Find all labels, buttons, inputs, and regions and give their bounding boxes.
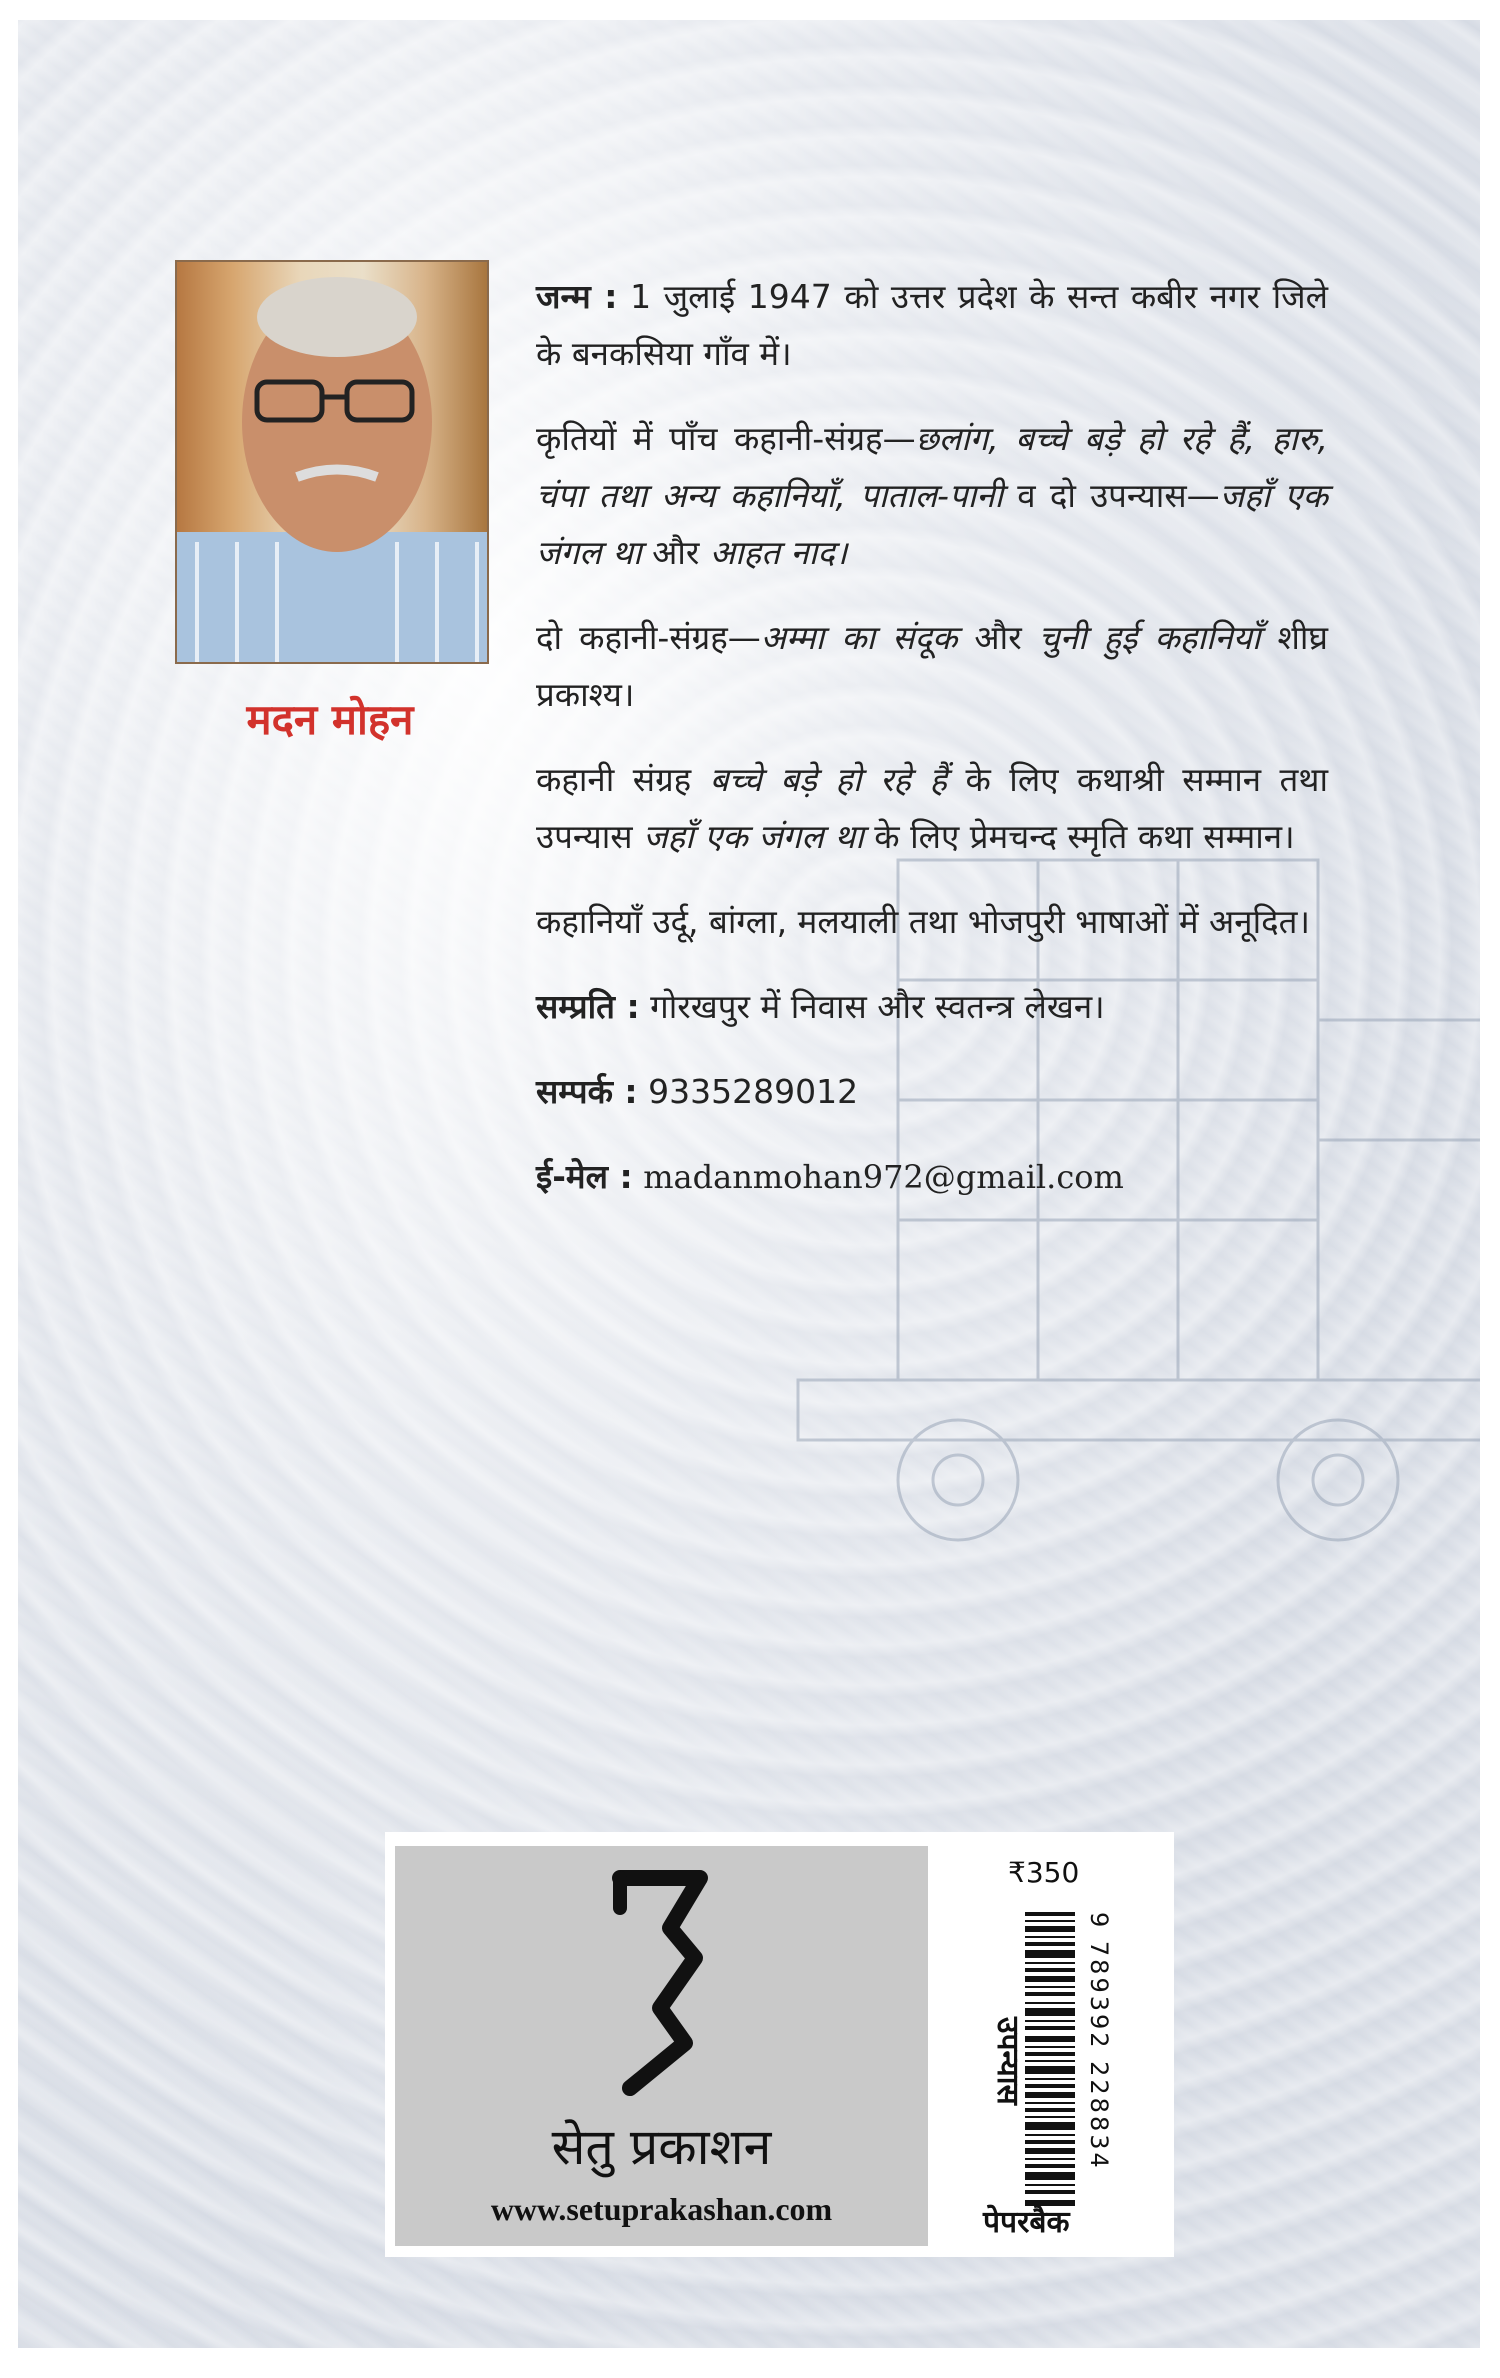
birth-label: जन्म : — [536, 277, 618, 316]
email-label: ई-मेल : — [536, 1157, 633, 1196]
works-novel-1: जहाँ एक जंगल था — [536, 476, 1328, 572]
contact-phone: 9335289012 — [648, 1072, 859, 1111]
upcoming-title-1: अम्मा का संदूक — [760, 618, 958, 657]
works-novel-2: आहत नाद। — [709, 533, 848, 572]
awards-text-1: कहानी संग्रह — [536, 760, 710, 799]
upcoming-paragraph — [536, 609, 1328, 723]
awards-text-3: के लिए प्रेमचन्द स्मृति कथा सम्मान। — [863, 817, 1295, 856]
author-portrait-illustration — [177, 262, 487, 662]
upcoming-title-2: चुनी हुई कहानियाँ — [1038, 618, 1261, 657]
contact-label: सम्पर्क : — [536, 1072, 638, 1111]
awards-paragraph — [536, 751, 1328, 865]
current-paragraph — [536, 978, 1328, 1035]
current-label: सम्प्रति : — [536, 987, 640, 1026]
awards-text-2: के लिए कथाश्री सम्मान तथा उपन्यास — [536, 760, 1328, 856]
birth-paragraph — [536, 268, 1328, 382]
awards-book-1: बच्चे बड़े हो रहे हैं — [709, 760, 947, 799]
publisher-panel — [385, 1832, 1174, 2257]
birth-text: 1 जुलाई 1947 को उत्तर प्रदेश के सन्त कबीर नगर जिले के बनकसिया गाँव में। — [536, 277, 1328, 373]
works-and: और — [641, 533, 710, 572]
works-story-titles: छलांग, बच्चे बड़े हो रहे हैं, हारु, चंपा तथा अन्य कहानियाँ, पाताल-पानी — [536, 419, 1328, 515]
contact-paragraph — [536, 1063, 1328, 1120]
upcoming-intro: दो कहानी-संग्रह— — [536, 618, 761, 657]
price-label: ₹350 — [1008, 1856, 1080, 1889]
genre-label: उपन्यास — [990, 2017, 1025, 2105]
works-mid: व दो उपन्यास— — [1003, 476, 1220, 515]
publisher-website: www.setuprakashan.com — [490, 2191, 833, 2227]
upcoming-and: और — [957, 618, 1039, 657]
awards-book-2: जहाँ एक जंगल था — [643, 817, 864, 856]
current-text: गोरखपुर में निवास और स्वतन्त्र लेखन। — [650, 987, 1105, 1026]
publisher-logo-box — [395, 1846, 928, 2246]
publisher-logo-icon — [600, 1868, 720, 2098]
binding-label: पेपरबैक — [983, 2205, 1070, 2240]
publisher-name: सेतु प्रकाशन — [551, 2118, 772, 2176]
author-name: मदन मोहन — [246, 695, 414, 744]
email-address: madanmohan972@gmail.com — [643, 1158, 1124, 1196]
translations-paragraph: कहानियाँ उर्दू, बांग्ला, मलयाली तथा भोजपुरी भाषाओं में अनूदित। — [536, 902, 1310, 941]
author-bio — [536, 268, 1328, 1234]
email-paragraph — [536, 1148, 1328, 1206]
isbn-digits: 9 789392 228834 — [1085, 1912, 1113, 2171]
works-paragraph — [536, 410, 1328, 581]
author-photo — [175, 260, 489, 664]
upcoming-end: शीघ्र प्रकाश्य। — [536, 618, 1328, 714]
works-intro: कृतियों में पाँच कहानी-संग्रह— — [536, 419, 916, 458]
